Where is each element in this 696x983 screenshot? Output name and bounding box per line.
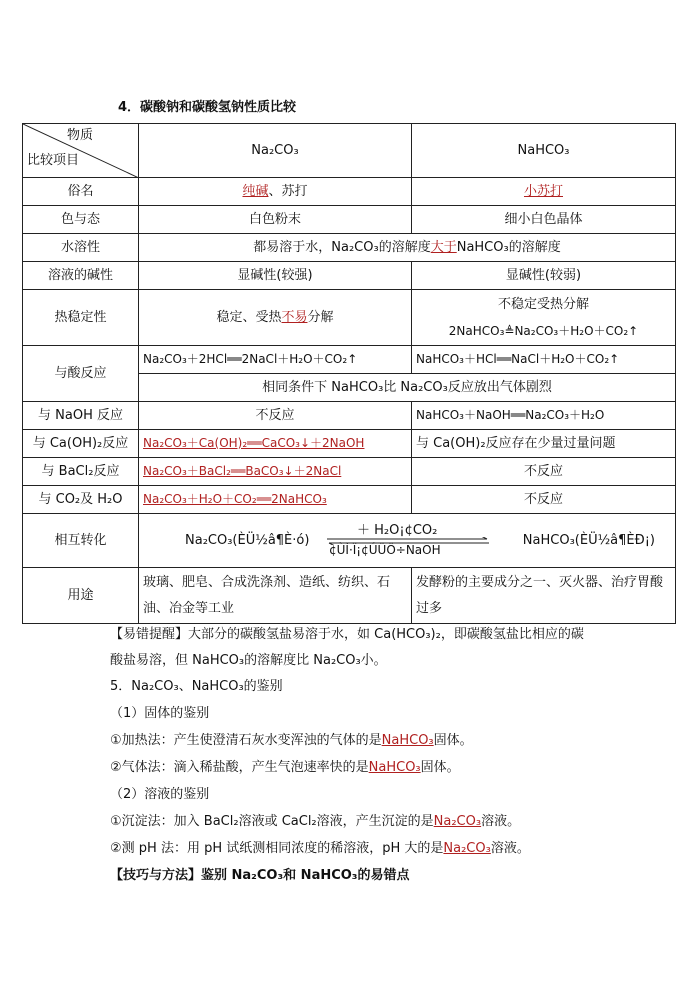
col-header-nahco3: NaHCO₃ (412, 124, 676, 178)
row-label: 俗名 (23, 178, 139, 206)
liquid-method-2 (110, 840, 530, 857)
answer-text: Na₂CO₃ (433, 814, 482, 829)
cell (412, 290, 676, 346)
cell: 显碱性(较弱) (412, 262, 676, 290)
cell: 不反应 (412, 486, 676, 514)
corner-bottom-label: 比较项目 (27, 153, 80, 168)
cell (139, 234, 676, 262)
row-label: 与 Ca(OH)₂反应 (23, 430, 139, 458)
conversion-reverse-condition: ¢ÙÌ·Ï¡¢ÚÜÖ÷NaOH (329, 542, 441, 557)
cell: 不反应 (139, 402, 412, 430)
conversion-diagram (139, 522, 675, 560)
answer-text: 不易 (281, 310, 308, 325)
cell: 发酵粉的主要成分之一、灭火器、治疗胃酸过多 (412, 568, 676, 624)
cell: 白色粉末 (139, 206, 412, 234)
table-row (23, 178, 676, 206)
cell-text: 分解 (307, 310, 334, 325)
row-label: 水溶性 (23, 234, 139, 262)
solid-title: （1）固体的鉴别 (110, 706, 210, 721)
liquid-method-1 (110, 813, 520, 830)
cell-text: 稳定、受热 (216, 310, 282, 325)
table-row (23, 430, 676, 458)
line-text: 固体。 (433, 733, 473, 748)
row-label: 相互转化 (23, 514, 139, 568)
cell (139, 178, 412, 206)
cell-text: NaHCO₃的溶解度 (456, 240, 561, 255)
answer-text: NaHCO₃ (381, 733, 434, 748)
comparison-table (22, 123, 676, 624)
row-label: 用途 (23, 568, 139, 624)
answer-text: 大于 (430, 240, 457, 255)
equation: 2NaHCO₃≜Na₂CO₃＋H₂O＋CO₂↑ (448, 323, 639, 338)
cell: 与 Ca(OH)₂反应存在少量过量问题 (412, 430, 676, 458)
table-header-row (23, 124, 676, 178)
tip-bracket: 【易错提醒】 (110, 627, 189, 642)
line-text: ②气体法：滴入稀盐酸，产生气泡速率快的是 (110, 760, 369, 775)
cell (139, 430, 412, 458)
answer-text: Na₂CO₃ (443, 841, 491, 856)
conversion-cell (139, 514, 676, 568)
cell (412, 178, 676, 206)
row-label: 与 NaOH 反应 (23, 402, 139, 430)
conversion-left-formula: Na₂CO₃(ÈÜ½â¶È·ó) (185, 532, 310, 548)
table-row (23, 234, 676, 262)
section-heading: 4．碳酸钠和碳酸氢钠性质比较 (118, 100, 297, 115)
cell (139, 458, 412, 486)
cell-text: 不稳定受热分解 (497, 296, 589, 312)
table-row (23, 402, 676, 430)
table-row (23, 458, 676, 486)
conversion-forward-condition: ＋ H₂O¡¢CO₂ (357, 522, 438, 538)
answer-text: 小苏打 (523, 184, 563, 199)
cell: 相同条件下 NaHCO₃比 Na₂CO₃反应放出气体剧烈 (139, 374, 676, 402)
cell: 玻璃、肥皂、合成洗涤剂、造纸、纺织、石油、冶金等工业 (139, 568, 412, 624)
answer-equation: Na₂CO₃＋Ca(OH)₂══CaCO₃↓＋2NaOH (143, 436, 365, 450)
cell: 显碱性(较强) (139, 262, 412, 290)
line-text: 溶液。 (481, 814, 521, 829)
table-row (23, 206, 676, 234)
row-label: 热稳定性 (23, 290, 139, 346)
solid-method-1 (110, 732, 473, 749)
diagonal-header-cell (23, 124, 139, 178)
equation: Na₂CO₃＋2HCl══2NaCl＋H₂O＋CO₂↑ (139, 346, 412, 374)
table-row (23, 290, 676, 346)
conversion-right-formula: NaHCO₃(ÈÜ½â¶ÈÐ¡) (522, 532, 655, 548)
answer-text: 纯碱 (242, 184, 269, 199)
row-label: 溶液的碱性 (23, 262, 139, 290)
cell: 不反应 (412, 458, 676, 486)
line-text: ②测 pH 法：用 pH 试纸测相同浓度的稀溶液，pH 大的是 (110, 841, 444, 856)
row-label: 与 CO₂及 H₂O (23, 486, 139, 514)
col-header-na2co3: Na₂CO₃ (139, 124, 412, 178)
line-text: ①沉淀法：加入 BaCl₂溶液或 CaCl₂溶液，产生沉淀的是 (110, 814, 434, 829)
line-text: 固体。 (420, 760, 460, 775)
cell (139, 290, 412, 346)
table-row (23, 262, 676, 290)
equation: NaHCO₃＋HCl══NaCl＋H₂O＋CO₂↑ (412, 346, 676, 374)
row-label: 与酸反应 (23, 346, 139, 402)
cell: 细小白色晶体 (412, 206, 676, 234)
answer-equation: Na₂CO₃＋BaCl₂══BaCO₃↓＋2NaCl (143, 464, 342, 478)
liquid-title: （2）溶液的鉴别 (110, 787, 210, 802)
error-tip (110, 622, 590, 674)
row-label: 与 BaCl₂反应 (23, 458, 139, 486)
table-row (23, 514, 676, 568)
skill-heading: 【技巧与方法】鉴别 Na₂CO₃和 NaHCO₃的易错点 (110, 868, 410, 883)
line-text: ①加热法：产生使澄清石灰水变浑浊的气体的是 (110, 733, 382, 748)
cell-text: 、苏打 (268, 184, 308, 199)
solid-method-2 (110, 759, 460, 776)
corner-top-label: 物质 (67, 128, 94, 143)
table-row (23, 486, 676, 514)
line-text: 溶液。 (490, 841, 530, 856)
tip-text: 大部分的碳酸氢盐易溶于水，如 Ca(HCO₃)₂，即碳酸氢盐比相应的碳酸盐易溶，但 NaHCO₃的溶解度比 Na₂CO₃小。 (110, 627, 584, 668)
answer-text: NaHCO₃ (368, 760, 421, 775)
section5-title: 5．Na₂CO₃、NaHCO₃的鉴别 (110, 679, 283, 694)
cell (139, 486, 412, 514)
answer-equation: Na₂CO₃＋H₂O＋CO₂══2NaHCO₃ (143, 492, 327, 506)
equation: NaHCO₃＋NaOH══Na₂CO₃＋H₂O (412, 402, 676, 430)
table-row (23, 346, 676, 374)
table-row (23, 568, 676, 624)
row-label: 色与态 (23, 206, 139, 234)
cell-text: 都易溶于水，Na₂CO₃的溶解度 (253, 240, 431, 255)
